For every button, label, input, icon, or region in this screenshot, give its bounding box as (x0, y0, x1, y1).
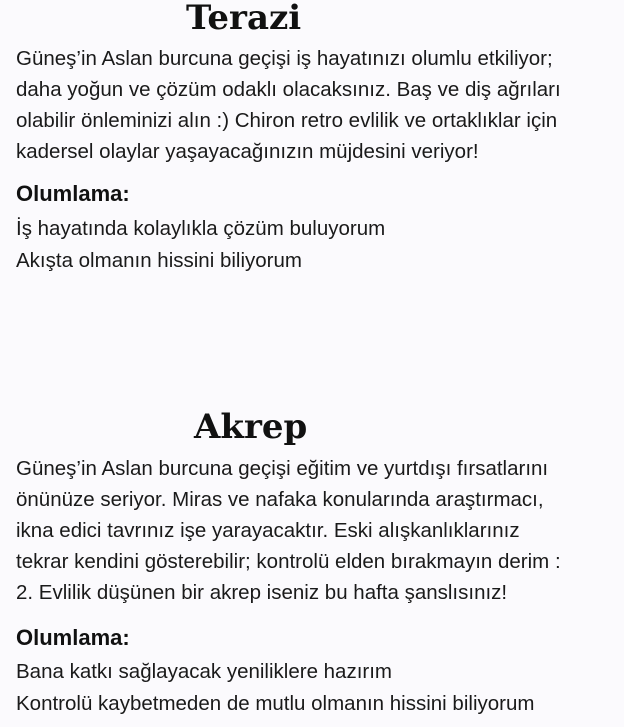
akrep-text-line: önünüze seriyor. Miras ve nafaka konularında araştırmacı, (16, 488, 544, 511)
akrep-title: Akrep (194, 407, 308, 447)
terazi-text-line: kadersel olaylar yaşayacağınızın müjdesini veriyor! (16, 140, 479, 163)
akrep-affirmation-list (16, 656, 534, 720)
terazi-horoscope-text (16, 43, 561, 167)
affirmation-item: Akışta olmanın hissini biliyorum (16, 249, 302, 272)
terazi-text-line: Güneş’in Aslan burcuna geçişi iş hayatınızı olumlu etkiliyor; (16, 47, 553, 70)
terazi-text-line: daha yoğun ve çözüm odaklı olacaksınız. Baş ve diş ağrıları (16, 78, 561, 101)
terazi-title: Terazi (186, 0, 302, 38)
terazi-text-line: olabilir önleminizi alın :) Chiron retro evlilik ve ortaklıklar için (16, 109, 558, 132)
akrep-text-line: Güneş’in Aslan burcuna geçişi eğitim ve yurtdışı fırsatlarını (16, 457, 549, 480)
terazi-affirmation-heading: Olumlama: (16, 181, 130, 206)
akrep-text-line: ikna edici tavrınız işe yarayacaktır. Eski alışkanlıklarınız (16, 519, 520, 542)
akrep-affirmation-heading: Olumlama: (16, 625, 130, 650)
affirmation-item: İş hayatında kolaylıkla çözüm buluyorum (16, 217, 386, 240)
akrep-text-line: 2. Evlilik düşünen bir akrep iseniz bu hafta şanslısınız! (16, 581, 508, 604)
akrep-horoscope-text (16, 453, 561, 608)
terazi-affirmation-list (16, 213, 385, 277)
akrep-text-line: tekrar kendini gösterebilir; kontrolü elden bırakmayın derim : (16, 550, 561, 573)
affirmation-item: Bana katkı sağlayacak yeniliklere hazırım (16, 660, 393, 683)
affirmation-item: Kontrolü kaybetmeden de mutlu olmanın hissini biliyorum (16, 692, 535, 715)
